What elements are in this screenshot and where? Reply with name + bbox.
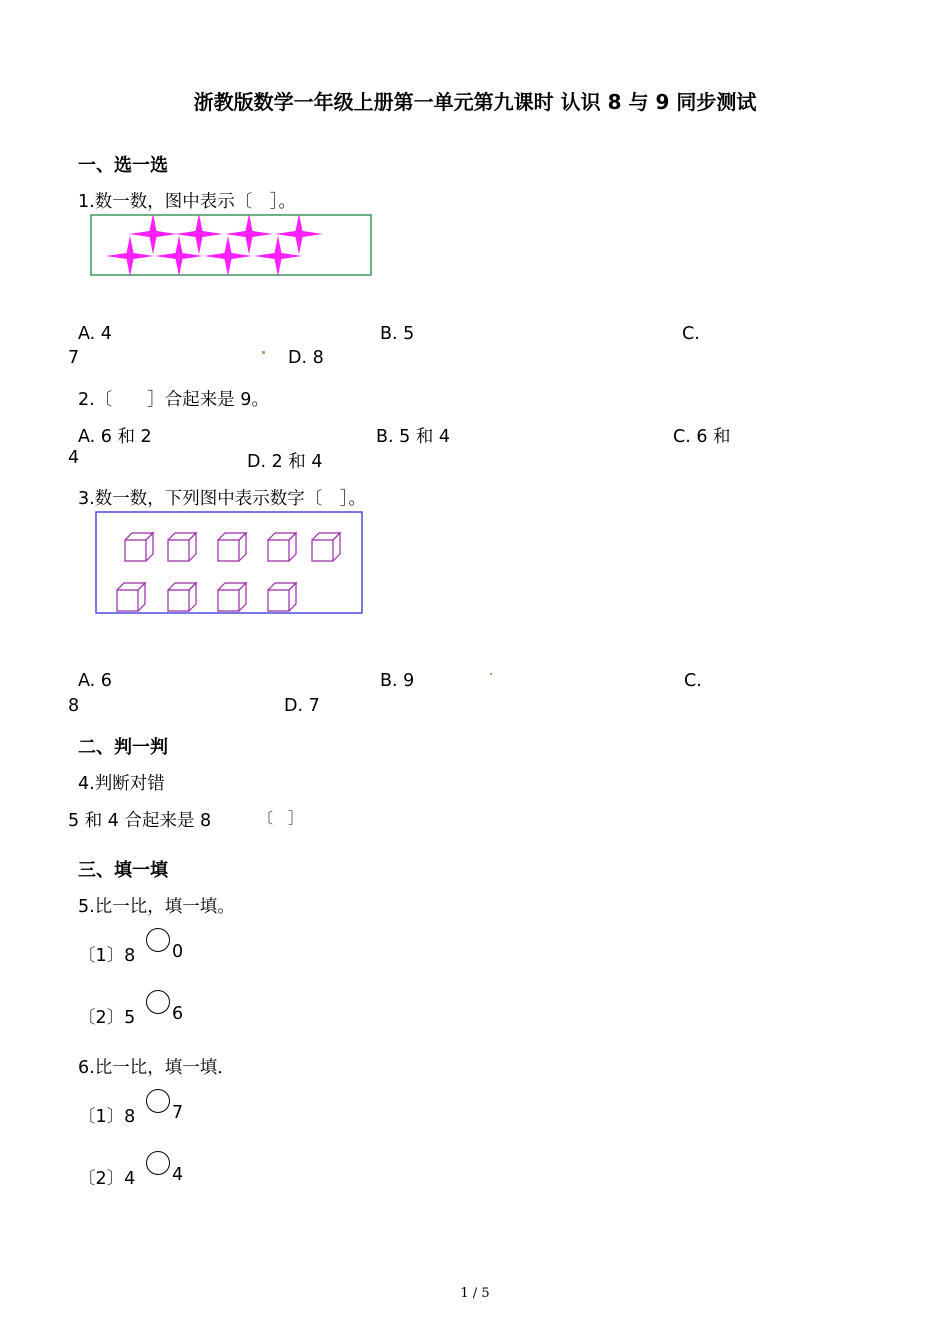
- question-4-stem: 4.判断对错: [78, 774, 165, 794]
- document-title: 浙教版数学一年级上册第一单元第九课时 认识 8 与 9 同步测试: [193, 90, 757, 114]
- q6-item-1-label: 〔1〕8: [78, 1107, 136, 1127]
- star-icon: [175, 214, 223, 254]
- star-icon: [106, 236, 154, 276]
- compare-circle[interactable]: [146, 928, 170, 952]
- compare-circle[interactable]: [146, 990, 170, 1014]
- star-icon: [204, 236, 252, 276]
- cube-icon: [268, 533, 296, 561]
- section-heading-choose: 一、选一选: [78, 155, 168, 176]
- q3-option-d: D. 7: [284, 696, 320, 716]
- section-heading-fill: 三、填一填: [78, 860, 168, 881]
- star-icon: [129, 214, 177, 254]
- question-6-stem: 6.比一比，填一填．: [78, 1058, 235, 1078]
- q6-item-2-right: 4: [172, 1165, 184, 1185]
- q1-option-b: B. 5: [380, 324, 415, 344]
- answer-bracket[interactable]: 〔 ］: [258, 809, 304, 827]
- compare-circle[interactable]: [146, 1151, 170, 1175]
- section-heading-judge: 二、判一判: [78, 737, 168, 758]
- stars-frame: [91, 215, 371, 275]
- star-icon: [225, 214, 273, 254]
- star-icon: [254, 236, 302, 276]
- q3-option-a: A. 6: [78, 671, 112, 691]
- q6-item-2-label: 〔2〕4: [78, 1169, 136, 1189]
- cubes-figure: [95, 511, 363, 614]
- q5-item-2-label: 〔2〕5: [78, 1008, 136, 1028]
- stars-figure: [90, 214, 372, 276]
- question-2-stem: 2.〔 ］合起来是 9。: [78, 390, 269, 410]
- star-icon: [155, 236, 203, 276]
- star-icon: [275, 214, 323, 254]
- cube-icon: [218, 583, 246, 611]
- stray-mark: [262, 351, 265, 354]
- cube-icon: [125, 533, 153, 561]
- compare-circle[interactable]: [146, 1089, 170, 1113]
- cubes-frame: [96, 512, 362, 613]
- q3-option-b: B. 9: [380, 671, 415, 691]
- page-number: 1 / 5: [460, 1286, 490, 1301]
- q5-item-1-right: 0: [172, 942, 184, 962]
- q1-option-a: A. 4: [78, 324, 112, 344]
- question-3-stem: 3.数一数，下列图中表示数字〔 ］。: [78, 489, 366, 509]
- q6-item-1-right: 7: [172, 1103, 184, 1123]
- cube-icon: [268, 583, 296, 611]
- q5-item-1-label: 〔1〕8: [78, 946, 136, 966]
- q1-option-d: D. 8: [288, 348, 324, 368]
- cube-icon: [218, 533, 246, 561]
- question-1-stem: 1.数一数，图中表示〔 ］。: [78, 192, 296, 212]
- cube-icon: [117, 583, 145, 611]
- cube-icon: [168, 583, 196, 611]
- q2-option-d: D. 2 和 4: [247, 452, 323, 472]
- q2-option-a: A. 6 和 2: [78, 427, 152, 447]
- q3-option-c-value: 8: [68, 696, 80, 716]
- q1-option-c: C.: [682, 324, 700, 344]
- cube-icon: [312, 533, 340, 561]
- stray-mark: [490, 673, 492, 675]
- cube-icon: [168, 533, 196, 561]
- question-5-stem: 5.比一比，填一填。: [78, 897, 235, 917]
- q2-option-c: C. 6 和: [673, 427, 731, 447]
- q3-option-c: C.: [684, 671, 702, 691]
- q2-option-b: B. 5 和 4: [376, 427, 451, 447]
- question-4-statement: 5 和 4 合起来是 8: [68, 811, 212, 831]
- q1-option-c-value: 7: [68, 348, 80, 368]
- q2-option-c-value: 4: [68, 448, 80, 468]
- q5-item-2-right: 6: [172, 1004, 184, 1024]
